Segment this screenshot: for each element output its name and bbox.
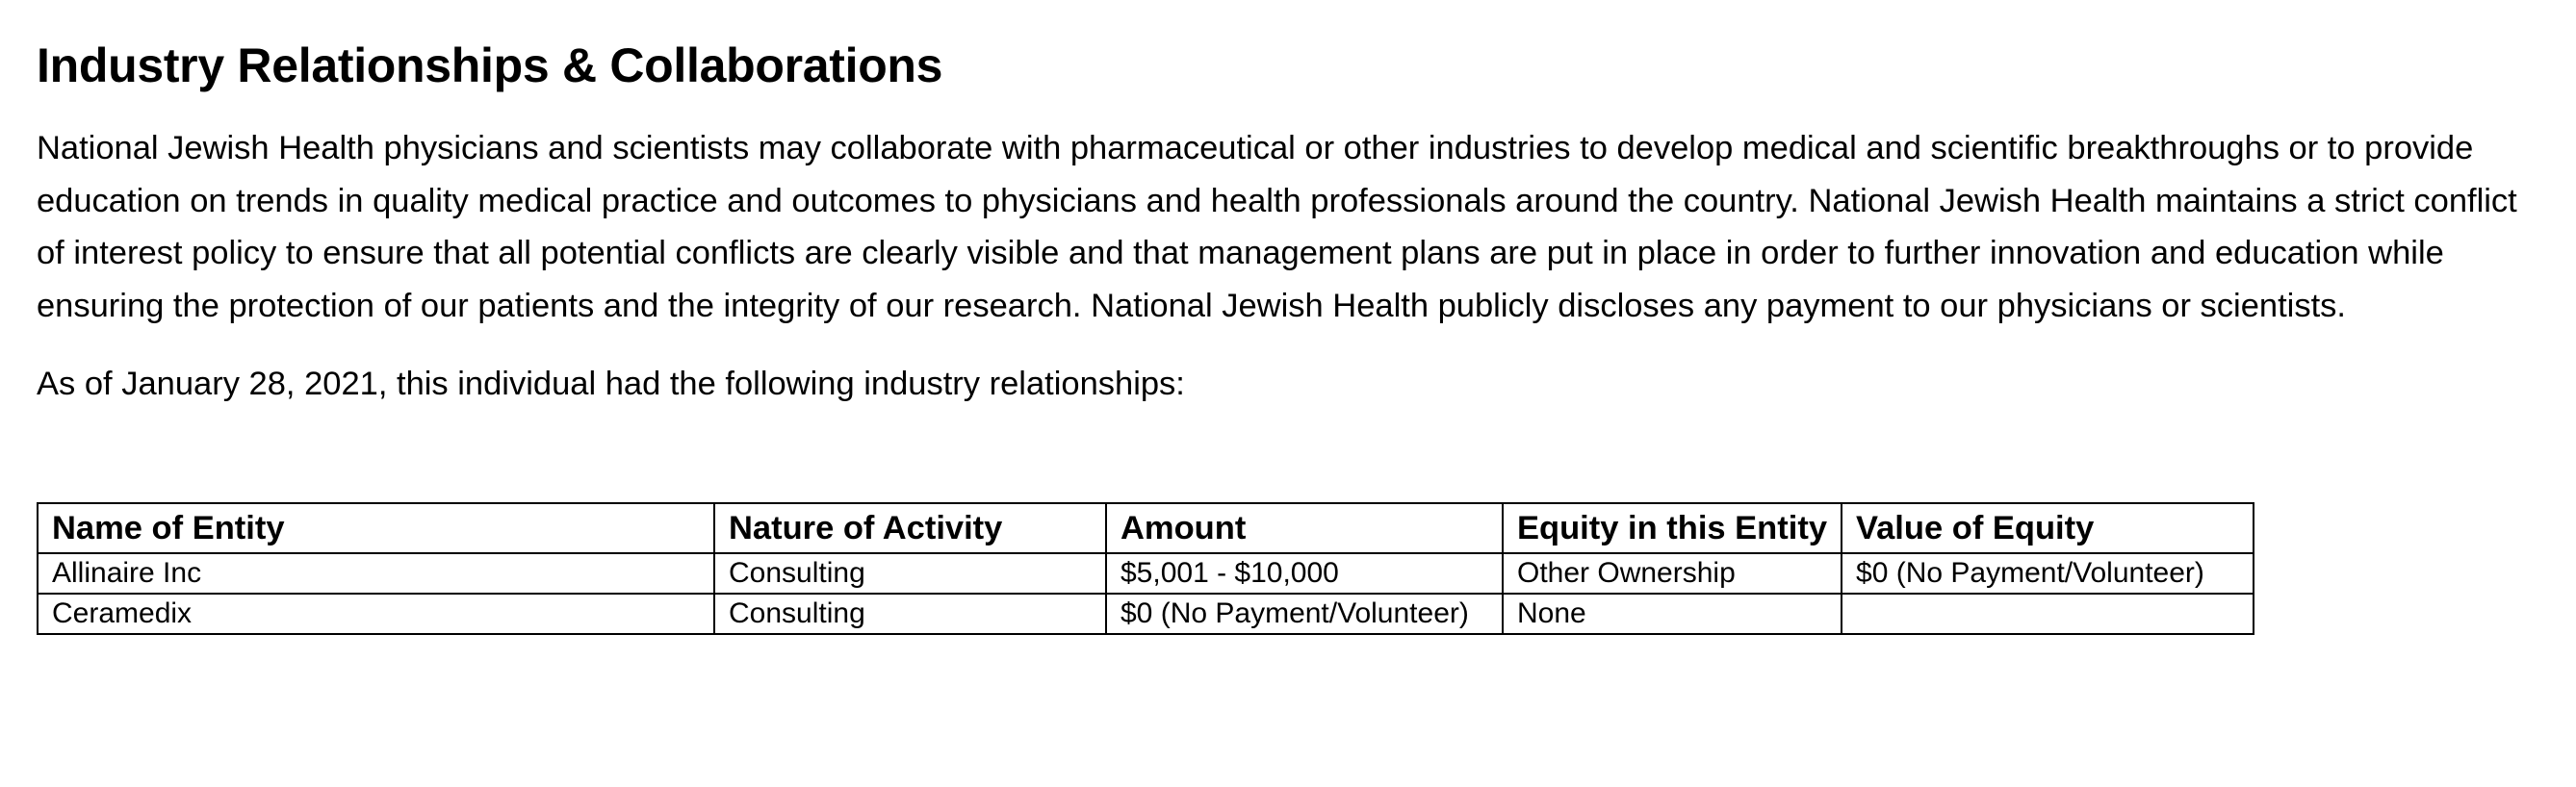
- table-row: [38, 594, 2254, 634]
- cell-equity: Other Ownership: [1503, 553, 1842, 594]
- table-header-row: [38, 503, 2254, 553]
- intro-paragraph: National Jewish Health physicians and scientists may collaborate with pharmaceutical or other industries to develop medical and scientific breakthroughs or to provide education on trends in quality medical practice and outcomes to physicians and health professionals around the country. National Jewish Health maintains a strict conflict of interest policy to ensure that all potential conflicts are clearly visible and that management plans are put in place in order to further innovation and education while ensuring the protection of our patients and the integrity of our research. National Jewish Health publicly discloses any payment to our physicians or scientists.: [37, 130, 2517, 324]
- cell-nature-of-activity: Consulting: [714, 553, 1106, 594]
- cell-amount: $0 (No Payment/Volunteer): [1106, 594, 1503, 634]
- header-amount: Amount: [1106, 503, 1503, 553]
- cell-amount: $5,001 - $10,000: [1106, 553, 1503, 594]
- table-row: [38, 553, 2254, 594]
- industry-relationships-table: [37, 502, 2254, 635]
- cell-entity-name: Allinaire Inc: [38, 553, 714, 594]
- header-value-of-equity: Value of Equity: [1842, 503, 2254, 553]
- cell-nature-of-activity: Consulting: [714, 594, 1106, 634]
- header-equity-in-entity: Equity in this Entity: [1503, 503, 1842, 553]
- as-of-statement: As of January 28, 2021, this individual had the following industry relationships:: [37, 366, 1185, 402]
- page-title: Industry Relationships & Collaborations: [37, 38, 943, 92]
- cell-entity-name: Ceramedix: [38, 594, 714, 634]
- header-nature-of-activity: Nature of Activity: [714, 503, 1106, 553]
- cell-value-of-equity: $0 (No Payment/Volunteer): [1842, 553, 2254, 594]
- cell-equity: None: [1503, 594, 1842, 634]
- header-name-of-entity: Name of Entity: [38, 503, 714, 553]
- document: [37, 0, 2539, 629]
- cell-value-of-equity: [1842, 594, 2254, 634]
